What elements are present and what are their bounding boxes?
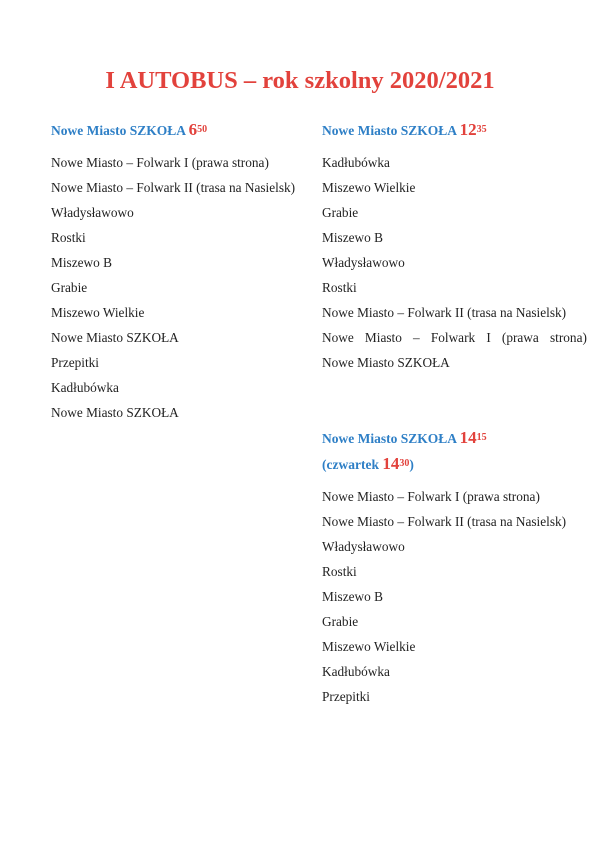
route-morning [51,117,316,425]
stop-word: I [486,330,491,345]
stop-item: Miszewo B [51,255,112,270]
page-title: I AUTOBUS – rok szkolny 2020/2021 [105,67,495,94]
stop-list [322,150,587,375]
stop-item: Miszewo B [322,230,383,245]
time-hour: 12 [459,120,477,139]
stop-item: Nowe Miasto – Folwark II (trasa na Nasielsk) [322,514,567,529]
route-midday [322,117,587,375]
departure-time [460,428,487,447]
time-minutes: 15 [476,432,487,443]
stop-item: Grabie [51,280,88,295]
time-minutes: 30 [399,458,410,469]
route-header-label: Nowe Miasto SZKOŁA [322,123,457,138]
note-time [382,454,409,473]
stop-item: Miszewo Wielkie [51,305,145,320]
stop-word: Nowe [322,330,354,345]
note-close: ) [409,457,414,472]
stop-item: Nowe Miasto SZKOŁA [51,405,179,420]
stop-item: Grabie [322,614,359,629]
departure-time [189,120,208,139]
stop-item: Grabie [322,205,359,220]
stop-item: Nowe Miasto SZKOŁA [51,330,179,345]
stop-item: Rostki [322,280,357,295]
note-day: (czwartek [322,457,379,472]
stop-item: Nowe Miasto – Folwark I (prawa strona) [51,155,269,170]
stop-item: Przepitki [51,355,100,370]
stop-word: Folwark [430,330,476,345]
stop-item: Nowe Miasto SZKOŁA [322,355,450,370]
time-hour: 14 [382,454,400,473]
time-hour: 14 [459,428,477,447]
stop-item: Władysławowo [51,205,134,220]
stop-word: (prawa [501,330,539,345]
stop-item: Miszewo Wielkie [322,180,416,195]
stop-item: Władysławowo [322,539,405,554]
stop-list [322,484,587,709]
stop-item: Władysławowo [322,255,405,270]
stop-item: Miszewo Wielkie [322,639,416,654]
stop-item: Przepitki [322,689,371,704]
departure-time [460,120,487,139]
thursday-note [322,451,587,477]
stop-item: Kadłubówka [322,155,390,170]
stop-word: Miasto [364,330,402,345]
route-afternoon [322,425,587,709]
stop-item-justified [322,325,587,350]
stop-list [51,150,316,425]
stop-item: Kadłubówka [51,380,119,395]
time-minutes: 35 [476,124,487,135]
time-minutes: 50 [197,124,208,135]
route-column-right [322,117,587,709]
stop-item: Kadłubówka [322,664,390,679]
route-header-label: Nowe Miasto SZKOŁA [51,123,186,138]
stop-item: Nowe Miasto – Folwark II (trasa na Nasielsk) [322,305,567,320]
stop-item: Rostki [322,564,357,579]
route-header [322,425,587,451]
stop-item: Miszewo B [322,589,383,604]
time-hour: 6 [188,120,198,139]
stop-word: – [413,330,420,345]
route-header [51,117,316,143]
stop-word: strona) [549,330,587,345]
stop-item: Nowe Miasto – Folwark I (prawa strona) [322,489,540,504]
stop-item: Rostki [51,230,86,245]
route-header [322,117,587,143]
stop-item: Nowe Miasto – Folwark II (trasa na Nasielsk) [51,180,296,195]
route-header-label: Nowe Miasto SZKOŁA [322,431,457,446]
